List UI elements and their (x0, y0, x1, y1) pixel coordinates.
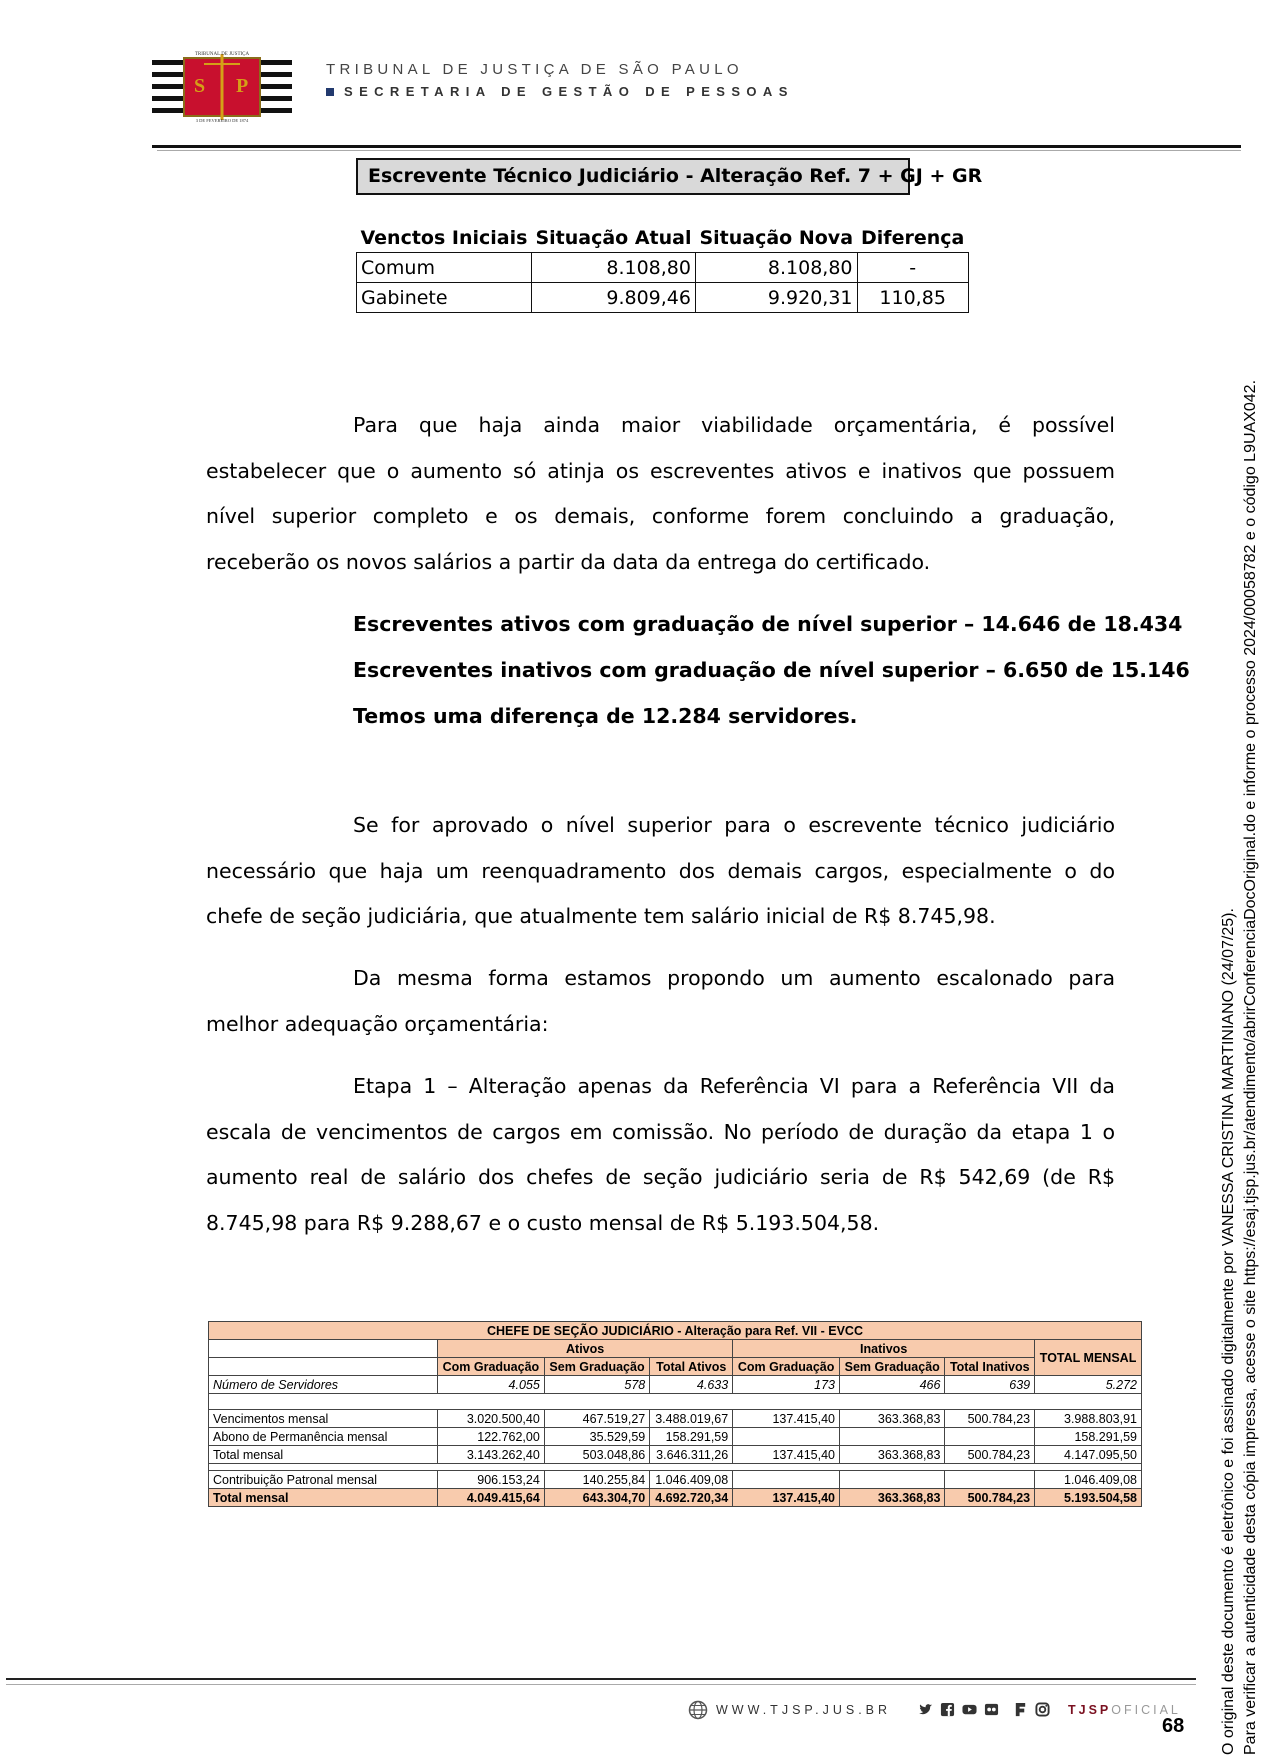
table-cell: - (857, 253, 968, 283)
table-cell (840, 1428, 945, 1446)
table-row (209, 1446, 1142, 1464)
page-number: 68 (1162, 1715, 1185, 1737)
table-cell: 1.046.409,08 (1035, 1471, 1142, 1489)
table-cell: Vencimentos mensal (209, 1410, 438, 1428)
table-cell: 466 (840, 1376, 945, 1394)
table-cell: Contribuição Patronal mensal (209, 1471, 438, 1489)
total-mensal-header: TOTAL MENSAL (1035, 1340, 1142, 1376)
bold-line-3: Temos uma diferença de 12.284 servidores. (353, 704, 858, 728)
flickr-icon[interactable] (984, 1702, 999, 1717)
header-divider (152, 145, 1241, 148)
table-total-row (209, 1489, 1142, 1507)
table-cell: 906.153,24 (438, 1471, 545, 1489)
header-title: TRIBUNAL DE JUSTIÇA DE SÃO PAULO (326, 61, 743, 78)
footer-social-brand: TJSP (1068, 1703, 1112, 1717)
table-row (209, 1376, 1142, 1394)
bold-line-1: Escreventes ativos com graduação de nível superior – 14.646 de 18.434 (353, 612, 1183, 636)
table-cell: 140.255,84 (544, 1471, 649, 1489)
table-cell: 500.784,23 (945, 1446, 1035, 1464)
table-row (209, 1471, 1142, 1489)
paragraph-2-text: Se for aprovado o nível superior para o escrevente técnico judiciário necessário que haja um reenquadramento dos demais cargos, especialmente o do chefe de seção judiciária, que atualmente tem salário inicial de R$ 8.745,98. (206, 813, 1115, 928)
table-header-cell: Total Inativos (945, 1358, 1035, 1376)
table-cell: 3.646.311,26 (650, 1446, 733, 1464)
table-cell: 8.108,80 (695, 253, 857, 283)
table-cell: Número de Servidores (209, 1376, 438, 1394)
cost-table (208, 1321, 1142, 1507)
table-header-cell: Sem Graduação (840, 1358, 945, 1376)
table-cell: 500.784,23 (945, 1410, 1035, 1428)
table-cell (733, 1471, 840, 1489)
table-cell: Gabinete (357, 283, 532, 313)
table-cell: Abono de Permanência mensal (209, 1428, 438, 1446)
table-header-cell: Total Ativos (650, 1358, 733, 1376)
table-cell: Comum (357, 253, 532, 283)
table-cell: 467.519,27 (544, 1410, 649, 1428)
paragraph-2 (206, 803, 1115, 940)
table-spacer-row (209, 1464, 1142, 1471)
table-header-cell: Diferença (857, 223, 968, 253)
bold-line-2: Escreventes inativos com graduação de nível superior – 6.650 de 15.146 (353, 658, 1190, 682)
table-cell: 158.291,59 (650, 1428, 733, 1446)
table-cell: 643.304,70 (544, 1489, 649, 1507)
facebook-icon[interactable] (940, 1702, 955, 1717)
table-cell: 9.809,46 (531, 283, 695, 313)
table-header-cell: Sem Graduação (544, 1358, 649, 1376)
header-subtitle-text: SECRETARIA DE GESTÃO DE PESSOAS (344, 84, 794, 99)
paragraph-3 (206, 956, 1115, 1047)
table-cell: 35.529,59 (544, 1428, 649, 1446)
table-cell: 8.108,80 (531, 253, 695, 283)
paragraph-4 (206, 1064, 1115, 1246)
table-row (357, 253, 969, 283)
table-cell: 1.046.409,08 (650, 1471, 733, 1489)
logo-top-text: TRIBUNAL DE JUSTIÇA (194, 52, 250, 57)
logo-bottom-text: 3 DE FEVEREIRO DE 1874 (195, 118, 249, 123)
table-header-cell: Venctos Iniciais (357, 223, 532, 253)
group-header-ativos: Ativos (438, 1340, 733, 1358)
table-cell (209, 1464, 1142, 1471)
table-header-cell: Com Graduação (733, 1358, 840, 1376)
twitter-icon[interactable] (918, 1702, 933, 1717)
table-cell: 363.368,83 (840, 1410, 945, 1428)
table-cell: 4.147.095,50 (1035, 1446, 1142, 1464)
table-cell: 173 (733, 1376, 840, 1394)
table-cell: 9.920,31 (695, 283, 857, 313)
table-header-cell: Com Graduação (438, 1358, 545, 1376)
table-cell: 578 (544, 1376, 649, 1394)
table-cell: 5.272 (1035, 1376, 1142, 1394)
table-cell (209, 1358, 438, 1376)
svg-text:P: P (236, 75, 249, 97)
table-cell: Total mensal (209, 1446, 438, 1464)
table-cell: 3.988.803,91 (1035, 1410, 1142, 1428)
table-header-cell: Situação Atual (531, 223, 695, 253)
table-header-cell: Situação Nova (695, 223, 857, 253)
table-cell (945, 1471, 1035, 1489)
table-cell: 110,85 (857, 283, 968, 313)
svg-text:S: S (194, 75, 206, 97)
table-row (209, 1428, 1142, 1446)
instagram-icon[interactable] (1035, 1702, 1050, 1717)
header-subtitle (326, 84, 794, 99)
table-cell: 3.488.019,67 (650, 1410, 733, 1428)
table-cell: 363.368,83 (840, 1489, 945, 1507)
table-spacer-row (209, 1394, 1142, 1410)
table-title-row (209, 1322, 1142, 1340)
table-cell: Total mensal (209, 1489, 438, 1507)
group-header-inativos: Inativos (733, 1340, 1035, 1358)
verification-line: Para verificar a autenticidade desta cópia impressa, acesse o site https://esaj.tjsp.jus.br/atendimento/abrirConferenciaDocOriginal.do e informe o processo 2024/00058782 e o código L9UAX042. (1242, 379, 1259, 1755)
paragraph-4-text: Etapa 1 – Alteração apenas da Referência VI para a Referência VII da escala de vencimentos de cargos em comissão. No período de duração da etapa 1 o aumento real de salário dos chefes de seção judiciário seria de R$ 542,69 (de R$ 8.745,98 para R$ 9.288,67 e o custo mensal de R$ 5.193.504,58. (206, 1074, 1115, 1235)
table-cell: 137.415,40 (733, 1446, 840, 1464)
table-cell: 503.048,86 (544, 1446, 649, 1464)
footer-divider-shadow (6, 1684, 1196, 1685)
footer-divider (6, 1678, 1196, 1680)
table-cell (733, 1428, 840, 1446)
globe-icon (688, 1700, 708, 1720)
youtube-icon[interactable] (962, 1702, 977, 1717)
table-cell: 122.762,00 (438, 1428, 545, 1446)
paragraph-1-text: Para que haja ainda maior viabilidade orçamentária, é possível estabelecer que o aumento só atinja os escreventes ativos e inativos que possuem nível superior completo e os demais, conforme forem concluindo a graduação, receberão os novos salários a partir da data da entrega do certificado. (206, 413, 1115, 574)
table-cell: 4.692.720,34 (650, 1489, 733, 1507)
footer-social-suffix: OFICIAL (1111, 1703, 1181, 1717)
podcast-icon[interactable] (1013, 1702, 1028, 1717)
table-cell: 500.784,23 (945, 1489, 1035, 1507)
table-row (357, 283, 969, 313)
table-cell: 158.291,59 (1035, 1428, 1142, 1446)
paragraph-3-text: Da mesma forma estamos propondo um aumento escalonado para melhor adequação orçamentária: (206, 966, 1115, 1036)
salary-table (356, 223, 969, 313)
table2-title: CHEFE DE SEÇÃO JUDICIÁRIO - Alteração para Ref. VII - EVCC (209, 1322, 1142, 1340)
table-header-row (357, 223, 969, 253)
bullet-square-icon (326, 88, 334, 96)
table-header-row (209, 1340, 1142, 1358)
table-cell (945, 1428, 1035, 1446)
table-cell: 363.368,83 (840, 1446, 945, 1464)
table-header-row (209, 1358, 1142, 1376)
table-cell (840, 1471, 945, 1489)
table1-title: Escrevente Técnico Judiciário - Alteração Ref. 7 + GJ + GR (356, 158, 910, 195)
signature-verification-text (1218, 275, 1262, 1755)
header-divider-shadow (157, 150, 1241, 151)
table-cell: 3.020.500,40 (438, 1410, 545, 1428)
footer-url[interactable]: WWW.TJSP.JUS.BR (716, 1703, 892, 1717)
table-cell: 4.055 (438, 1376, 545, 1394)
table-row (209, 1410, 1142, 1428)
table-cell: 3.143.262,40 (438, 1446, 545, 1464)
table-cell (209, 1394, 1142, 1410)
table-cell (209, 1340, 438, 1358)
table-cell: 137.415,40 (733, 1410, 840, 1428)
signature-line: O original deste documento é eletrônico e foi assinado digitalmente por VANESSA CRISTINA MARTINIANO (24/07/25). (1220, 908, 1237, 1755)
table-cell: 137.415,40 (733, 1489, 840, 1507)
paragraph-1 (206, 403, 1115, 585)
tjsp-logo (152, 50, 292, 122)
table-cell: 4.049.415,64 (438, 1489, 545, 1507)
table-cell: 4.633 (650, 1376, 733, 1394)
table-cell: 5.193.504,58 (1035, 1489, 1142, 1507)
table-cell: 639 (945, 1376, 1035, 1394)
